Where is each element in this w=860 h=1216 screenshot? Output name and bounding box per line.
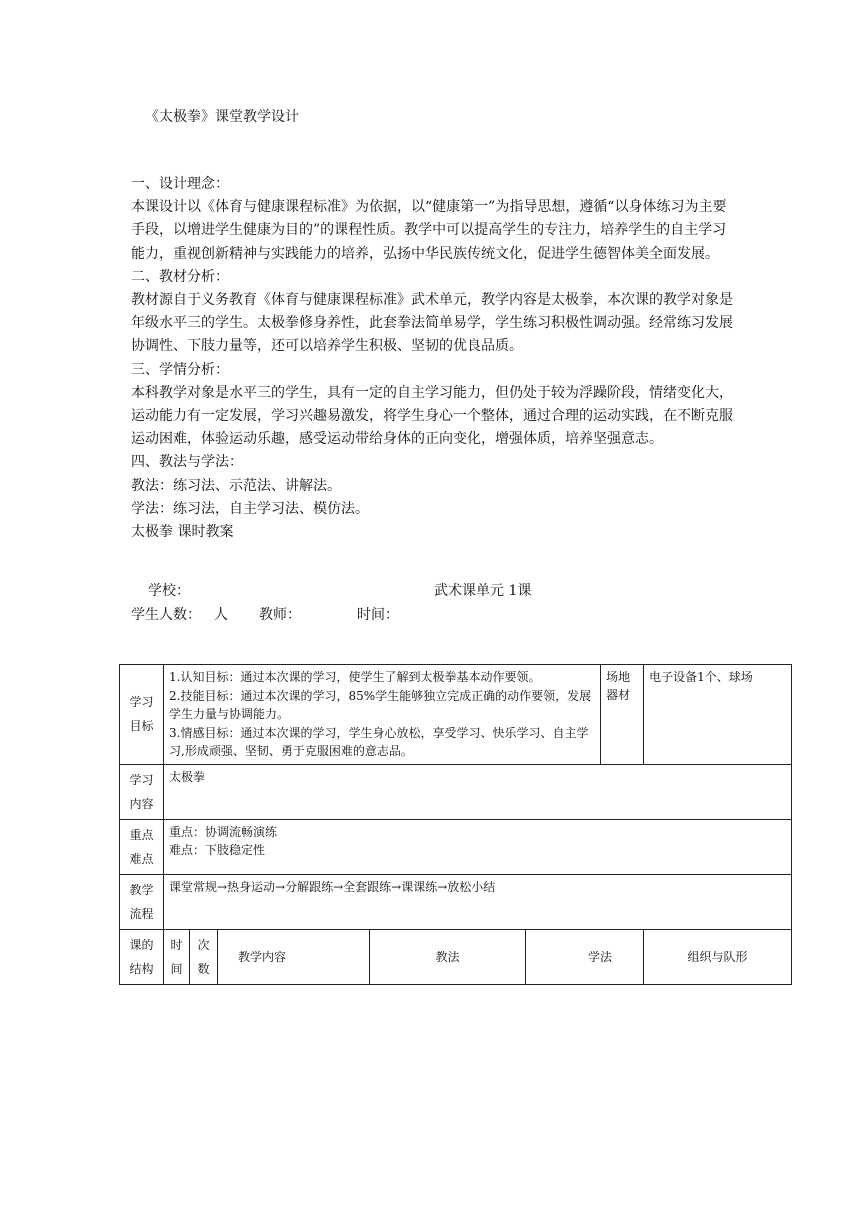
table-row [120,819,792,874]
paragraph: 教材源自于义务教育《体育与健康课程标准》武术单元，教学内容是太极拳，本次课的教学对象是年级水平三的学生。太极拳修身养性，此套拳法简单易学，学生练习积极性调动强。经常练习发展协调性、下肢力量等，还可以培养学生积极、坚韧的优良品质。 [131,292,733,355]
col-method: 教法 [370,929,526,984]
content-label: 学习内容 [120,764,164,819]
flow-label: 教学流程 [120,874,164,929]
col-org: 组织与队形 [644,929,792,984]
difficult-point: 难点：下肢稳定性 [169,842,266,857]
document-body [131,173,739,544]
section-heading: 四、教法与学法： [131,454,243,471]
table-row [120,874,792,929]
col-count: 次数 [190,929,218,984]
unit-label: 武术课单元 1课 [434,583,532,599]
lesson-plan-heading: 太极拳 课时教案 [131,524,234,541]
teacher-label: 教师： [259,607,301,623]
section-heading: 一、设计理念： [131,176,229,192]
goal-item: 3.情感目标：通过本次课的学习，学生身心放松，享受学习、快乐学习、自主学习,形成顽强、坚韧、勇于克服困难的意志品。 [169,725,589,758]
content-value: 太极拳 [164,764,792,819]
structure-label: 课的结构 [120,929,164,984]
section-heading: 三、学情分析： [131,361,229,378]
time-label: 时间： [357,607,399,623]
key-point: 重点：协调流畅演练 [169,824,278,839]
school-label: 学校： [148,583,190,599]
key-points-cell [164,819,792,874]
document-title: 《太极拳》课堂教学设计 [145,109,299,125]
paragraph: 本科教学对象是水平三的学生，具有一定的自主学习能力，但仍处于较为浮躁阶段，情绪变化大，运动能力有一定发展，学习兴趣易激发，将学生身心一个整体，通过合理的运动实践，在不断克服运动困难，体验运动乐趣，感受运动带给身体的正向变化，增强体质，培养坚强意志。 [131,384,733,448]
goals-cell [164,665,601,765]
table-row [120,665,792,765]
col-content: 教学内容 [218,929,370,984]
students-unit: 人 [214,607,228,623]
col-time: 时间 [164,929,190,984]
table-row [120,764,792,819]
section-heading: 二、教材分析： [131,268,229,285]
goals-label: 学习目标 [120,665,164,765]
paragraph: 学法：练习法，自主学习法、模仿法。 [131,500,369,517]
venue-value: 电子设备1个、球场 [644,665,792,765]
paragraph: 本课设计以《体育与健康课程标准》为依据，以“健康第一”为指导思想，遵循“以身体练习为主要手段，以增进学生健康为目的”的课程性质。教学中可以提高学生的专注力，培养学生的自主学习能力，重视创新精神与实践能力的培养，弘扬中华民族传统文化，促进学生德智体美全面发展。 [131,199,727,262]
col-study: 学法 [526,929,644,984]
key-points-label: 重点难点 [120,819,164,874]
paragraph: 教法：练习法、示范法、讲解法。 [131,477,341,494]
flow-value: 课堂常规→热身运动→分解跟练→全套跟练→课课练→放松小结 [164,874,792,929]
venue-label: 场地器材 [601,665,644,765]
goal-item: 1.认知目标：通过本次课的学习，使学生了解到太极拳基本动作要领。 [169,670,541,684]
lesson-plan-table [119,664,792,985]
students-label: 学生人数： [131,607,201,623]
table-header-row [120,929,792,984]
goal-item: 2.技能目标：通过本次课的学习，85%学生能够独立完成正确的动作要领，发展学生力量与协调能力。 [169,688,592,721]
